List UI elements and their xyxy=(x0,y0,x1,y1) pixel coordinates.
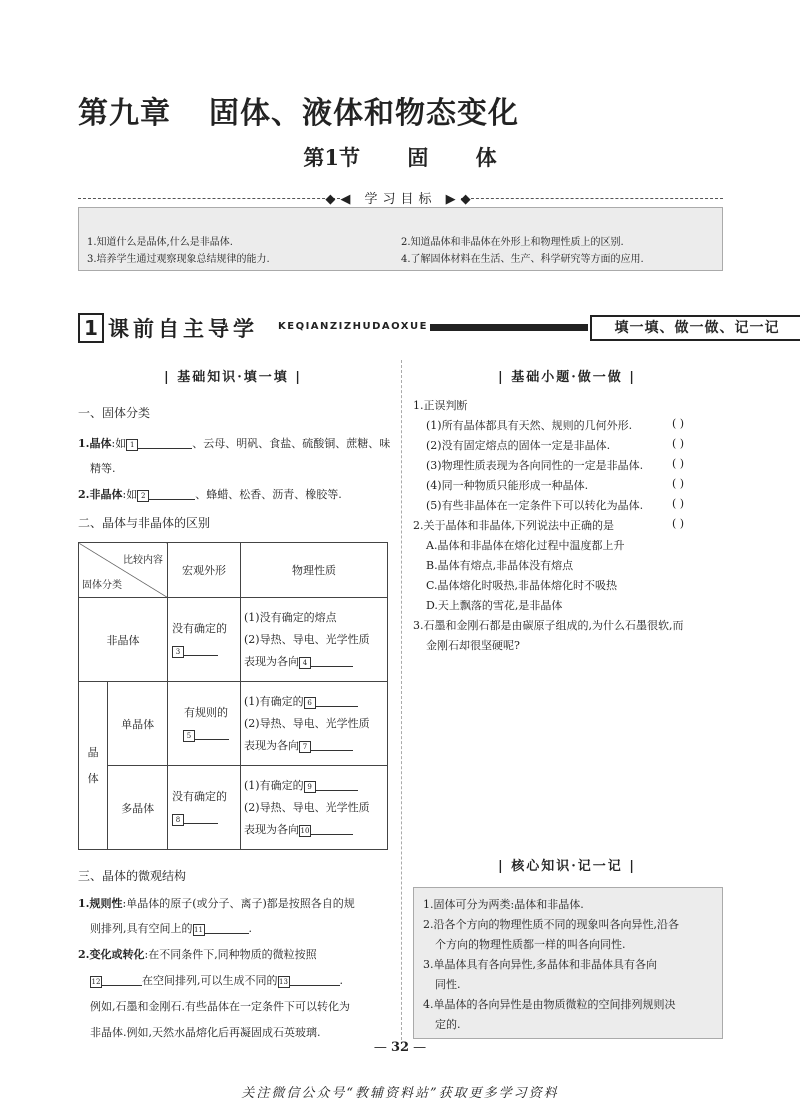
q3-line2: 金刚石却很坚硬呢? xyxy=(426,639,520,652)
blank-number: 2 xyxy=(137,490,149,502)
crystal-line xyxy=(78,435,390,451)
section-banner xyxy=(78,313,780,341)
answer-paren[interactable]: ( ) xyxy=(672,457,685,470)
goal-item: 1.知道什么是晶体,什么是非晶体. xyxy=(87,237,233,248)
blank-number: 8 xyxy=(172,814,184,826)
fill-blank[interactable] xyxy=(290,973,340,986)
judge-item: (1)所有晶体都具有天然、规则的几何外形. xyxy=(426,419,633,432)
prop-line: (1)有确定的 xyxy=(244,694,304,708)
crystal-char: 体 xyxy=(87,771,99,785)
chapter-number: 第九章 xyxy=(78,96,171,131)
answer-paren[interactable]: ( ) xyxy=(672,477,685,490)
amorphous-label: 2.非晶体 xyxy=(78,488,123,501)
prop-line: 表现为各向 xyxy=(244,654,299,668)
banner-title: 课前自主导学 xyxy=(108,316,258,341)
heading-solid-types: 一、固体分类 xyxy=(78,406,151,420)
option-b: B.晶体有熔点,非晶体没有熔点 xyxy=(426,559,574,572)
banner-bar xyxy=(430,324,588,331)
right-header-text: 基础小题·做一做 xyxy=(511,370,623,385)
answer-paren[interactable]: ( ) xyxy=(672,417,685,430)
shape-text: 没有确定的 xyxy=(172,621,227,635)
judge-item: (3)物理性质表现为各向同性的一定是非晶体. xyxy=(426,459,644,472)
prop-line: (1)有确定的 xyxy=(244,778,304,792)
regularity-line xyxy=(78,895,355,911)
change-line3: 例如,石墨和金刚石.有些晶体在一定条件下可以转化为 xyxy=(90,1000,350,1013)
q2-title: 2.关于晶体和非晶体,下列说法中正确的是 xyxy=(413,519,614,532)
fill-blank[interactable] xyxy=(311,654,353,667)
answer-paren[interactable]: ( ) xyxy=(672,517,685,530)
punct: . xyxy=(339,974,343,987)
shape-cell xyxy=(168,766,241,850)
core-box xyxy=(413,887,723,1039)
shape-text: 有规则的 xyxy=(184,705,228,719)
goal-item: 3.培养学生通过观察现象总结规律的能力. xyxy=(87,254,270,265)
goals-header-text: 学习目标 xyxy=(364,192,437,207)
shape-cell xyxy=(168,598,241,682)
core-header: | 核心知识·记一记 | xyxy=(497,859,637,874)
judge-item: (4)同一种物质只能形成一种晶体. xyxy=(426,479,589,492)
amorphous-line xyxy=(78,486,342,502)
col-header-props: 物理性质 xyxy=(241,543,388,598)
blank-number: 10 xyxy=(300,826,310,835)
fill-blank[interactable] xyxy=(195,727,229,740)
table-corner xyxy=(79,543,168,598)
section-title-2: 体 xyxy=(475,145,497,170)
section-title-1: 固 xyxy=(407,145,429,170)
shape-cell xyxy=(168,682,241,766)
page-number-row: — 32 — xyxy=(373,1040,427,1055)
blank-number: 9 xyxy=(304,781,316,793)
amorphous-post: 、蜂蜡、松香、沥青、橡胶等. xyxy=(195,488,342,501)
page-number: 32 xyxy=(390,1040,410,1055)
crystal-char: 晶 xyxy=(87,745,99,759)
fill-blank[interactable] xyxy=(311,822,353,835)
crystal-label: 1.晶体 xyxy=(78,437,112,450)
row-single: 单晶体 xyxy=(108,682,168,766)
judge-item: (5)有些非晶体在一定条件下可以转化为晶体. xyxy=(426,499,644,512)
regularity-label: 1.规则性 xyxy=(78,897,123,910)
option-a: A.晶体和非晶体在熔化过程中温度都上升 xyxy=(426,539,625,552)
left-header-text: 基础知识·填一填 xyxy=(177,370,289,385)
regularity-text: :单晶体的原子(或分子、离子)都是按照各自的规 xyxy=(122,897,355,910)
fill-blank[interactable] xyxy=(205,921,249,934)
banner-right: 填一填、做一做、记一记 xyxy=(590,315,800,341)
regularity-line2 xyxy=(90,920,252,936)
option-d: D.天上飘落的雪花,是非晶体 xyxy=(426,599,563,612)
core-line: 定的. xyxy=(435,1018,461,1031)
goals-header xyxy=(78,187,723,209)
crystal-post: 、云母、明矾、食盐、硫酸铜、蔗糖、味 xyxy=(192,437,391,450)
fill-blank[interactable] xyxy=(138,436,192,449)
row-amorphous: 非晶体 xyxy=(79,598,168,682)
props-cell xyxy=(241,682,388,766)
fill-blank[interactable] xyxy=(311,738,353,751)
q1-title: 1.正误判断 xyxy=(413,399,468,412)
blank-number: 4 xyxy=(299,657,311,669)
blank-number: 11 xyxy=(194,926,203,934)
core-line: 3.单晶体具有各向异性,多晶体和非晶体具有各向 xyxy=(423,958,657,971)
core-line: 个方向的物理性质都一样的叫各向同性. xyxy=(435,938,626,951)
fill-blank[interactable] xyxy=(316,778,358,791)
change-line2 xyxy=(90,972,343,988)
shape-text: 没有确定的 xyxy=(172,789,227,803)
blank-number: 6 xyxy=(304,697,316,709)
crystal-cont: 精等. xyxy=(90,462,116,475)
column-divider xyxy=(401,360,402,1040)
fill-blank[interactable] xyxy=(149,487,195,500)
corner-bottom: 固体分类 xyxy=(82,580,122,591)
answer-paren[interactable]: ( ) xyxy=(672,497,685,510)
right-header: | 基础小题·做一做 | xyxy=(497,370,637,385)
comparison-table xyxy=(78,542,388,850)
prop-line: (2)导热、导电、光学性质 xyxy=(244,632,370,646)
fill-blank[interactable] xyxy=(184,643,218,656)
prop-line: 表现为各向 xyxy=(244,822,299,836)
fill-blank[interactable] xyxy=(316,694,358,707)
blank-number: 7 xyxy=(299,741,311,753)
blank-number: 5 xyxy=(183,730,195,742)
props-cell xyxy=(241,598,388,682)
heading-micro: 三、晶体的微观结构 xyxy=(78,869,187,883)
row-poly: 多晶体 xyxy=(108,766,168,850)
blank-number: 1 xyxy=(126,439,138,451)
chapter-subtitle: 固体、液体和物态变化 xyxy=(209,96,519,131)
regularity-text: 则排列,具有空间上的 xyxy=(90,922,193,935)
core-line: 4.单晶体的各向异性是由物质微粒的空间排列规则决 xyxy=(423,998,676,1011)
crystal-group xyxy=(79,682,108,850)
prop-line: (2)导热、导电、光学性质 xyxy=(244,800,370,814)
punct: . xyxy=(248,922,252,935)
footer-note: 关注微信公众号“教辅资料站”获取更多学习资料 xyxy=(241,1086,559,1101)
fill-blank[interactable] xyxy=(184,811,218,824)
col-header-shape: 宏观外形 xyxy=(168,543,241,598)
props-cell xyxy=(241,766,388,850)
fill-blank[interactable] xyxy=(102,973,142,986)
prop-line: 表现为各向 xyxy=(244,738,299,752)
change-label: 2.变化或转化 xyxy=(78,948,145,961)
blank-number: 12 xyxy=(91,978,101,986)
blank-number: 3 xyxy=(172,646,184,658)
judge-item: (2)没有固定熔点的固体一定是非晶体. xyxy=(426,439,611,452)
banner-pinyin: KEQIANZIZHUDAOXUE xyxy=(278,321,428,332)
core-line: 2.沿各个方向的物理性质不同的现象叫各向异性,沿各 xyxy=(423,918,679,931)
goal-item: 2.知道晶体和非晶体在外形上和物理性质上的区别. xyxy=(401,237,624,248)
heading-difference: 二、晶体与非晶体的区别 xyxy=(78,516,211,530)
chapter-title xyxy=(78,88,519,132)
left-header: | 基础知识·填一填 | xyxy=(163,370,303,385)
arrow-right-icon: ▶◆ xyxy=(445,192,476,207)
amorphous-pre: :如 xyxy=(122,488,138,501)
section-title xyxy=(0,142,800,172)
option-c: C.晶体熔化时吸热,非晶体熔化时不吸热 xyxy=(426,579,618,592)
answer-paren[interactable]: ( ) xyxy=(672,437,685,450)
prop-line: (1)没有确定的熔点 xyxy=(244,610,337,624)
change-line xyxy=(78,946,317,962)
blank-number: 13 xyxy=(279,978,288,986)
core-header-text: 核心知识·记一记 xyxy=(511,859,623,874)
section-label: 第1节 xyxy=(303,145,360,170)
arrow-left-icon: ◆◀ xyxy=(325,192,356,207)
corner-top: 比较内容 xyxy=(123,555,163,566)
crystal-pre: :如 xyxy=(111,437,127,450)
change-line4: 非晶体.例如,天然水晶熔化后再凝固成石英玻璃. xyxy=(90,1026,321,1039)
prop-line: (2)导热、导电、光学性质 xyxy=(244,716,370,730)
core-line: 同性. xyxy=(435,978,461,991)
goals-box xyxy=(78,207,723,271)
change-text: 在空间排列,可以生成不同的 xyxy=(142,974,278,987)
banner-number: 1 xyxy=(78,313,104,343)
q3-line1: 3.石墨和金刚石都是由碳原子组成的,为什么石墨很软,而 xyxy=(413,619,684,632)
core-line: 1.固体可分为两类:晶体和非晶体. xyxy=(423,898,584,911)
goal-item: 4.了解固体材料在生活、生产、科学研究等方面的应用. xyxy=(401,254,644,265)
change-text: :在不同条件下,同种物质的微粒按照 xyxy=(144,948,317,961)
